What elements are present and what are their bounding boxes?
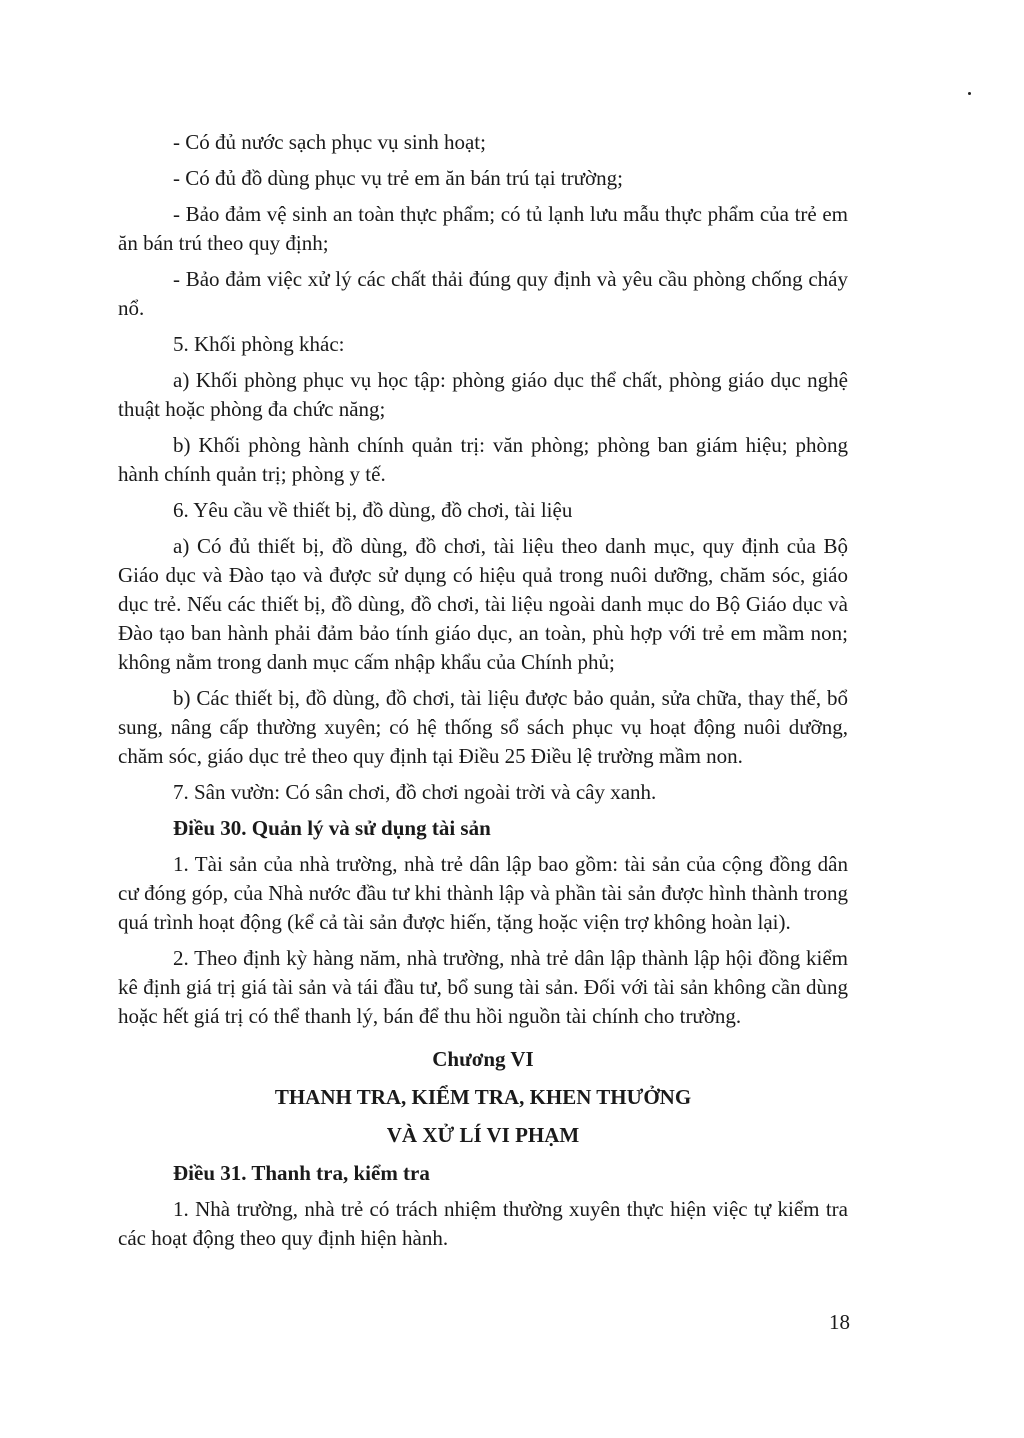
- article-30-heading: Điều 30. Quản lý và sử dụng tài sản: [173, 816, 491, 840]
- paragraph-study-rooms: a) Khối phòng phục vụ học tập: phòng giáo dục thể chất, phòng giáo dục nghệ thuật hoặc phòng đa chức năng;: [118, 368, 848, 421]
- document-body: [118, 128, 848, 1260]
- paragraph-food-safety: - Bảo đảm vệ sinh an toàn thực phẩm; có tủ lạnh lưu mẫu thực phẩm của trẻ em ăn bán trú theo quy định;: [118, 202, 848, 255]
- paragraph-equipment-requirements: 6. Yêu cầu về thiết bị, đồ dùng, đồ chơi, tài liệu: [173, 498, 573, 522]
- article-30-paragraph-1: 1. Tài sản của nhà trường, nhà trẻ dân lập bao gồm: tài sản của cộng đồng dân cư đóng góp, của Nhà nước đầu tư khi thành lập và phần tài sản được hình thành trong quá trình hoạt động (kể cả tài sản được hiến, tặng hoặc viện trợ không hoàn lại).: [118, 852, 848, 934]
- chapter-number: Chương VI: [432, 1047, 534, 1071]
- article-31-paragraph-1: 1. Nhà trường, nhà trẻ có trách nhiệm thường xuyên thực hiện việc tự kiểm tra các hoạt động theo quy định hiện hành.: [118, 1197, 848, 1250]
- paragraph-other-rooms: 5. Khối phòng khác:: [173, 332, 345, 356]
- paragraph-admin-rooms: b) Khối phòng hành chính quản trị: văn phòng; phòng ban giám hiệu; phòng hành chính quản trị; phòng y tế.: [118, 433, 848, 486]
- paragraph-garden: 7. Sân vườn: Có sân chơi, đồ chơi ngoài trời và cây xanh.: [173, 780, 657, 804]
- paragraph-equipment-a: a) Có đủ thiết bị, đồ dùng, đồ chơi, tài liệu theo danh mục, quy định của Bộ Giáo dục và Đào tạo và được sử dụng có hiệu quả trong nuôi dưỡng, chăm sóc, giáo dục trẻ. Nếu các thiết bị, đồ dùng, đồ chơi, tài liệu ngoài danh mục do Bộ Giáo dục và Đào tạo ban hành phải đảm bảo tính giáo dục, an toàn, phù hợp với trẻ em mầm non; không nằm trong danh mục cấm nhập khẩu của Chính phủ;: [118, 534, 848, 674]
- paragraph-dining-utensils: - Có đủ đồ dùng phục vụ trẻ em ăn bán trú tại trường;: [173, 166, 623, 190]
- paragraph-clean-water: - Có đủ nước sạch phục vụ sinh hoạt;: [173, 130, 486, 154]
- chapter-title-line-2: VÀ XỬ LÍ VI PHẠM: [386, 1123, 580, 1147]
- chapter-title-line-1: THANH TRA, KIỂM TRA, KHEN THƯỞNG: [274, 1085, 692, 1109]
- paragraph-waste-fire: - Bảo đảm việc xử lý các chất thải đúng quy định và yêu cầu phòng chống cháy nổ.: [118, 267, 848, 320]
- paragraph-equipment-b: b) Các thiết bị, đồ dùng, đồ chơi, tài liệu được bảo quản, sửa chữa, thay thế, bổ sung, nâng cấp thường xuyên; có hệ thống sổ sách phục vụ hoạt động nuôi dưỡng, chăm sóc, giáo dục trẻ theo quy định tại Điều 25 Điều lệ trường mầm non.: [118, 686, 848, 768]
- scan-dot: [968, 92, 971, 95]
- article-31-heading: Điều 31. Thanh tra, kiểm tra: [173, 1161, 430, 1185]
- page-number: 18: [829, 1310, 850, 1334]
- article-30-paragraph-2: 2. Theo định kỳ hàng năm, nhà trường, nhà trẻ dân lập thành lập hội đồng kiểm kê định giá trị giá tài sản và tái đầu tư, bổ sung tài sản. Đối với tài sản không cần dùng hoặc hết giá trị có thể thanh lý, bán để thu hồi nguồn tài chính cho trường.: [118, 946, 848, 1028]
